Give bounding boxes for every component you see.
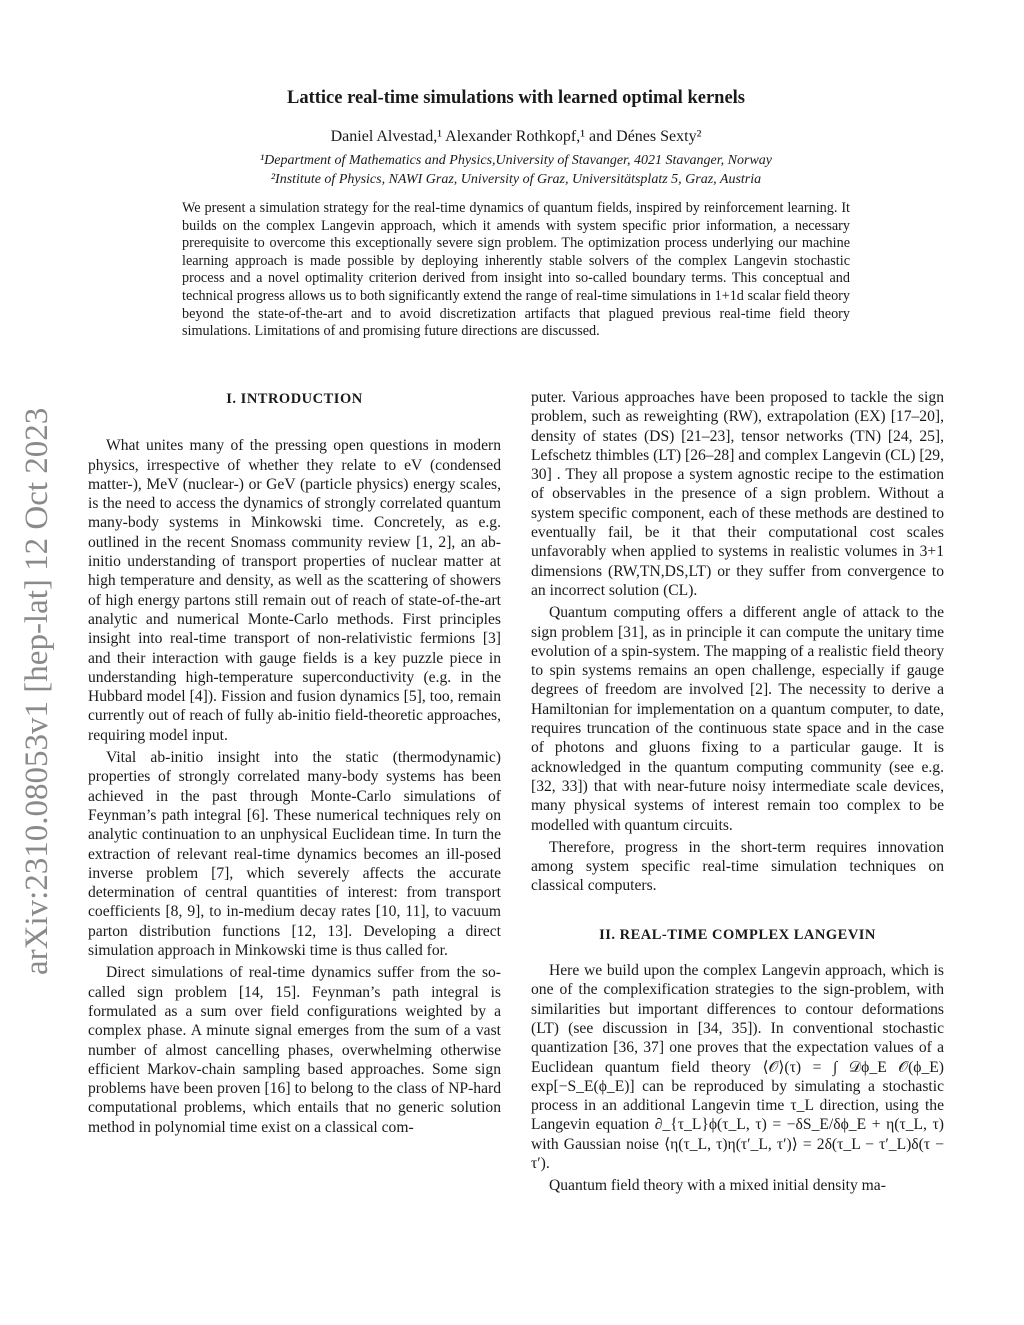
right-column (531, 388, 944, 1196)
intro-paragraph-4: Quantum computing offers a different angle of attack to the sign problem [31], as in principle it can compute the unitary time evolution of a spin-system. The mapping of a realistic field theory to spin systems remains an open challenge, especially if gauge degrees of freedom are involved [2]. The necessity to derive a Hamiltonian for implementation on a quantum computer, to date, requires truncation of the continuous state space and in the case of photons and gluons fixing to a particular gauge. It is acknowledged in the quantum computing community (see e.g. [32, 33]) that with near-future noisy intermediate scale devices, many physical systems of interest remain too complex to be modelled with quantum circuits. (531, 604, 944, 834)
abstract: We present a simulation strategy for the real-time dynamics of quantum fields, inspired by reinforcement learning. It builds on the complex Langevin approach, which it amends with system specific prior information, a necessary prerequisite to overcome this exceptionally severe sign problem. The optimization process underlying our machine learning approach is made possible by deploying inherently stable solvers of the complex Langevin stochastic process and a novel optimality criterion derived from insight into so-called boundary terms. This conceptual and technical progress allows us to both significantly extend the range of real-time simulations in 1+1d scalar field theory beyond the state-of-the-art and to avoid discretization artifacts that plagued previous real-time field theory simulations. Limitations of and promising future directions are discussed. (182, 200, 850, 340)
left-column (88, 390, 501, 1137)
intro-paragraph-5: Therefore, progress in the short-term requires innovation among system specific real-time simulation techniques on classical computers. (531, 838, 944, 895)
langevin-paragraph-2: Quantum field theory with a mixed initial density ma- (549, 1177, 886, 1195)
intro-paragraph-2: Vital ab-initio insight into the static (thermodynamic) properties of strongly correlated many-body systems has been achieved in the past through Monte-Carlo simulations of Feynman’s path integral [6]. These numerical techniques rely on analytic continuation to an unphysical Euclidean time. In turn the extraction of relevant real-time dynamics becomes an ill-posed inverse problem [7], which severely affects the accurate determination of central quantities of interest: from transport coefficients [8, 9], to in-medium decay rates [10, 11], to vacuum parton distribution functions [12, 13]. Developing a direct simulation approach in Minkowski time is thus called for. (88, 749, 501, 960)
langevin-paragraph-1: Here we build upon the complex Langevin approach, which is one of the complexification strategies to the sign-problem, with similarities but important differences to contour deformations (LT) (see discussion in [34, 35]). In conventional stochastic quantization [36, 37] one proves that the expectation values of a Euclidean quantum field theory ⟨𝒪⟩(τ) = ∫ 𝒟ϕ_E 𝒪(ϕ_E) exp[−S_E(ϕ_E)] can be reproduced by simulating a stochastic process in an additional Langevin time τ_L direction, using the Langevin equation ∂_{τ_L}ϕ(τ_L, τ) = −δS_E/δϕ_E + η(τ_L, τ) with Gaussian noise ⟨η(τ_L, τ)η(τ′_L, τ′)⟩ = 2δ(τ_L − τ′_L)δ(τ − τ′). (531, 962, 944, 1172)
section-heading-introduction: I. INTRODUCTION (226, 391, 363, 407)
author-list: Daniel Alvestad,¹ Alexander Rothkopf,¹ and Dénes Sexty² (330, 128, 702, 145)
section-heading-complex-langevin: II. REAL-TIME COMPLEX LANGEVIN (599, 926, 876, 943)
intro-paragraph-3: Direct simulations of real-time dynamics suffer from the so-called sign problem [14, 15]. Feynman’s path integral is formulated as a sum over field configurations weighted by a complex phase. A minute signal emerges from the sum of a vast number of almost cancelling phases, overwhelming otherwise efficient Markov-chain sampling based approaches. Some sign problems have been proven [16] to belong to the class of NP-hard computational problems, which entails that no generic solution method in polynomial time exist on a classical com- (88, 964, 501, 1136)
affiliation-1: ¹Department of Mathematics and Physics,University of Stavanger, 4021 Stavanger, Norway (259, 153, 773, 168)
intro-paragraph-1: What unites many of the pressing open questions in modern physics, irrespective of whether they relate to eV (condensed matter-), MeV (nuclear-) or GeV (particle physics) energy scales, is the need to access the dynamics of strongly correlated quantum many-body systems in Minkowski time. Concretely, as e.g. outlined in the recent Snomass community review [1, 2], an ab-initio understanding of transport properties of nuclear matter at high temperature and density, as well as the scattering of showers of high energy partons still remain out of reach of state-of-the-art analytic and numerical Monte-Carlo methods. First principles insight into real-time transport of non-relativistic fermions [3] and their interaction with gauge fields is a key puzzle piece in understanding high-temperature superconductivity (e.g. in the Hubbard model [4]). Fission and fusion dynamics [5], too, remain currently out of reach of fully ab-initio field-theoretic approaches, requiring model input. (88, 437, 501, 744)
affiliation-2: ²Institute of Physics, NAWI Graz, University of Graz, Universitätsplatz 5, Graz, Austria (270, 172, 762, 187)
arxiv-identifier-stamp: arXiv:2310.08053v1 [hep-lat] 12 Oct 2023 (19, 407, 55, 975)
paper-title: Lattice real-time simulations with learned optimal kernels (287, 88, 745, 108)
intro-paragraph-3-continued: puter. Various approaches have been proposed to tackle the sign problem, such as reweighting (RW), extrapolation (EX) [17–20], density of states (DS) [21–23], tensor networks (TN) [24, 25], Lefschetz thimbles (LT) [26–28] and complex Langevin (CL) [29, 30] . They all propose a system agnostic recipe to the estimation of observables in the presence of a sign problem. Without a system specific component, each of these methods are destined to eventually fail, be it that their computational cost scales unfavorably when applied to systems in realistic volumes in 3+1 dimensions (RW,TN,DS,LT) or they suffer from convergence to an incorrect solution (CL). (531, 389, 944, 599)
